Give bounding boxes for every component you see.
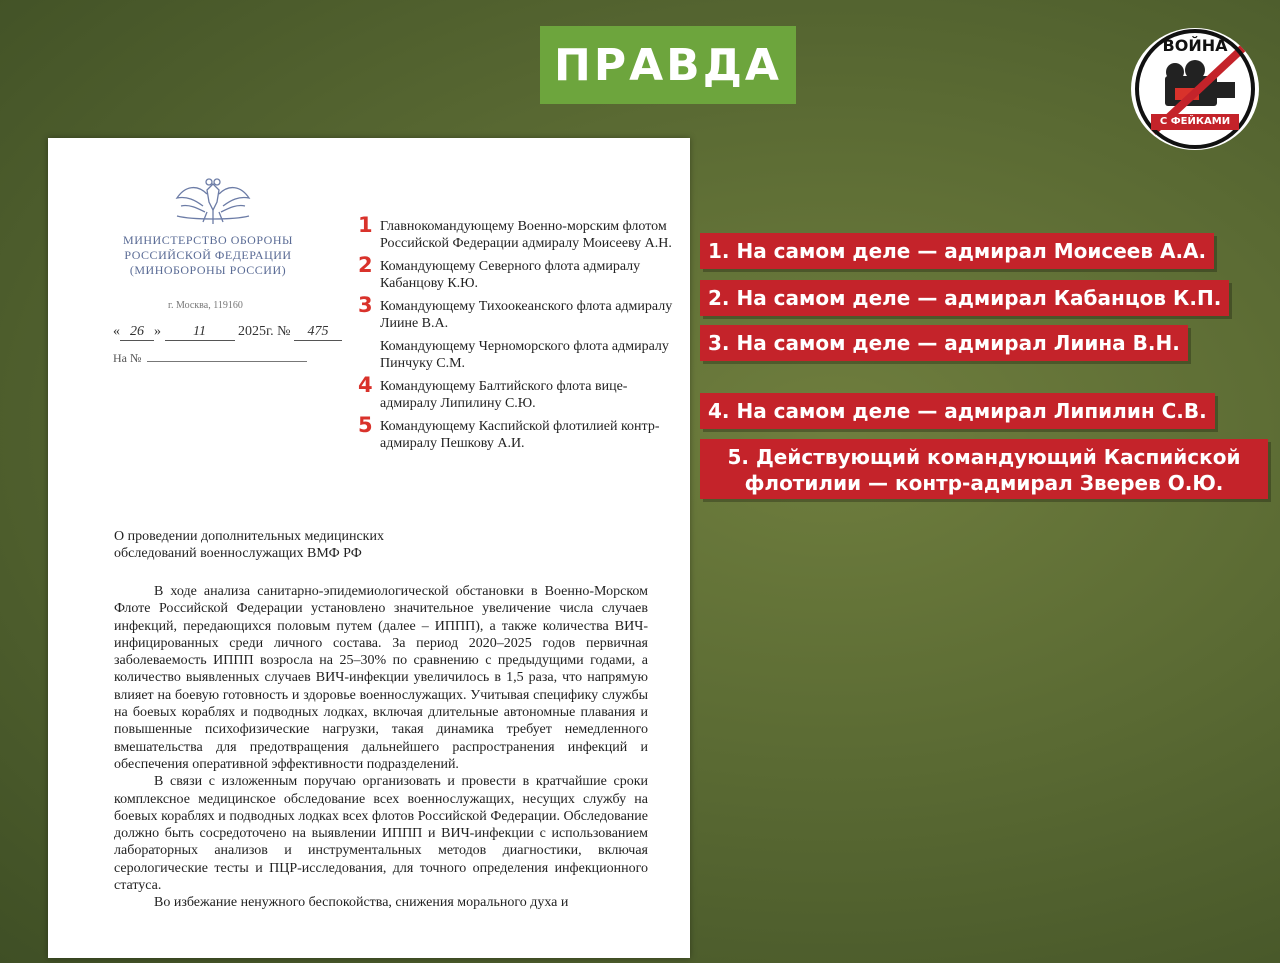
addressee-list [358,213,678,458]
addressee-number: 1 [358,213,373,237]
ministry-line: (МИНОБОРОНЫ РОССИИ) [129,263,287,277]
document-subject: О проведении дополнительных медицинских обследований военнослужащих ВМФ РФ [114,529,384,561]
ministry-header [88,233,328,278]
reference-label: На № [113,351,142,365]
addressee [358,338,678,372]
date-mid: » [154,324,161,339]
addressee-number: 3 [358,293,373,317]
addressee [358,293,678,332]
date-year: 2025 [238,324,266,339]
addressee-text: Командующему Тихоокеанского флота адмиралу Лиине В.А. [380,299,673,331]
date-month: 11 [165,324,235,341]
body-paragraph: Во избежание ненужного беспокойства, снижения морального духа и [154,895,569,911]
logo-bottom-text: С ФЕЙКАМИ [1151,114,1239,130]
addressee [358,373,678,412]
war-on-fakes-logo [1131,28,1259,150]
addressee-number: 5 [358,413,373,437]
addressee-text: Главнокомандующему Военно-морским флотом Российской Федерации адмиралу Моисееву А.Н. [380,219,672,251]
logo-top-text: ВОЙНА [1162,36,1228,55]
fact-check-callout-5 [700,439,1268,499]
addressee-text: Командующему Северного флота адмиралу Кабанцову К.Ю. [380,259,641,291]
addressee-number: 4 [358,373,373,397]
addressee [358,253,678,292]
fact-check-callout-1: 1. На самом деле — адмирал Моисеев А.А. [700,233,1214,269]
body-paragraph: В ходе анализа санитарно-эпидемиологической обстановки в Военно-Морском Флоте Российской Федерации установлено значительное увеличение числа случаев инфекций, передающихся половым путем (далее – ИППП), а также количества ВИЧ-инфицированных среди личного состава. За период 2020–2025 годов первичная заболеваемость ИППП возросла на 25–30% по сравнению с предыдущими годами, а количество выявленных случаев ВИЧ-инфекции увеличилось в 1,5 раза, что напрямую влияет на боевую готовность и здоровье военнослужащих. Учитывая специфику службы на боевых кораблях и подводных лодках, включая длительные автономные плавания и повышенные психофизические нагрузки, такая динамика требует немедленного вмешательства для предотвращения дальнейшего распространения инфекций и обеспечения оперативной эффективности подразделений. [114,584,648,772]
date-line [113,324,342,341]
fact-check-callout-4: 4. На самом деле — адмирал Липилин С.В. [700,393,1215,429]
date-year-suffix: г. № [266,324,291,339]
addressee-text: Командующему Балтийского флота вице-адмиралу Липилину С.Ю. [380,379,628,411]
document-page [48,138,690,958]
fact-check-callout-2: 2. На самом деле — адмирал Кабанцов К.П. [700,280,1229,316]
city-line: г. Москва, 119160 [168,300,243,311]
body-paragraph: В связи с изложенным поручаю организовать и провести в кратчайшие сроки комплексное медицинское обследование всех военнослужащих, несущих службу на боевых кораблях и подводных лодках всех флотов Российской Федерации. Обследование должно быть сосредоточено на выявлении ИППП и ВИЧ-инфекции с использованием лабораторных анализов и инструментальных методов диагностики, включая серологические тесты и ПЦР-исследования, для точного определения инфекционного статуса. [114,774,648,894]
page-title: ПРАВДА [540,26,796,104]
addressee [358,213,678,252]
addressee [358,413,678,452]
document-number: 475 [294,324,342,341]
document-body [114,583,648,912]
ministry-line: РОССИЙСКОЙ ФЕДЕРАЦИИ [124,248,292,262]
eagle-emblem-icon [173,176,253,228]
addressee-text: Командующему Черноморского флота адмиралу Пинчуку С.М. [380,339,669,371]
addressee-text: Командующему Каспийской флотилией контр-адмиралу Пешкову А.И. [380,419,660,451]
ministry-line: МИНИСТЕРСТВО ОБОРОНЫ [123,233,293,247]
callout-line: флотилии — контр-адмирал Зверев О.Ю. [744,471,1224,495]
callout-line: 5. Действующий командующий Каспийской [727,445,1241,469]
fact-check-callout-3: 3. На самом деле — адмирал Лиина В.Н. [700,325,1188,361]
reference-line [113,351,307,366]
date-day: 26 [120,324,154,341]
addressee-number: 2 [358,253,373,277]
date-prefix: « [113,324,120,339]
